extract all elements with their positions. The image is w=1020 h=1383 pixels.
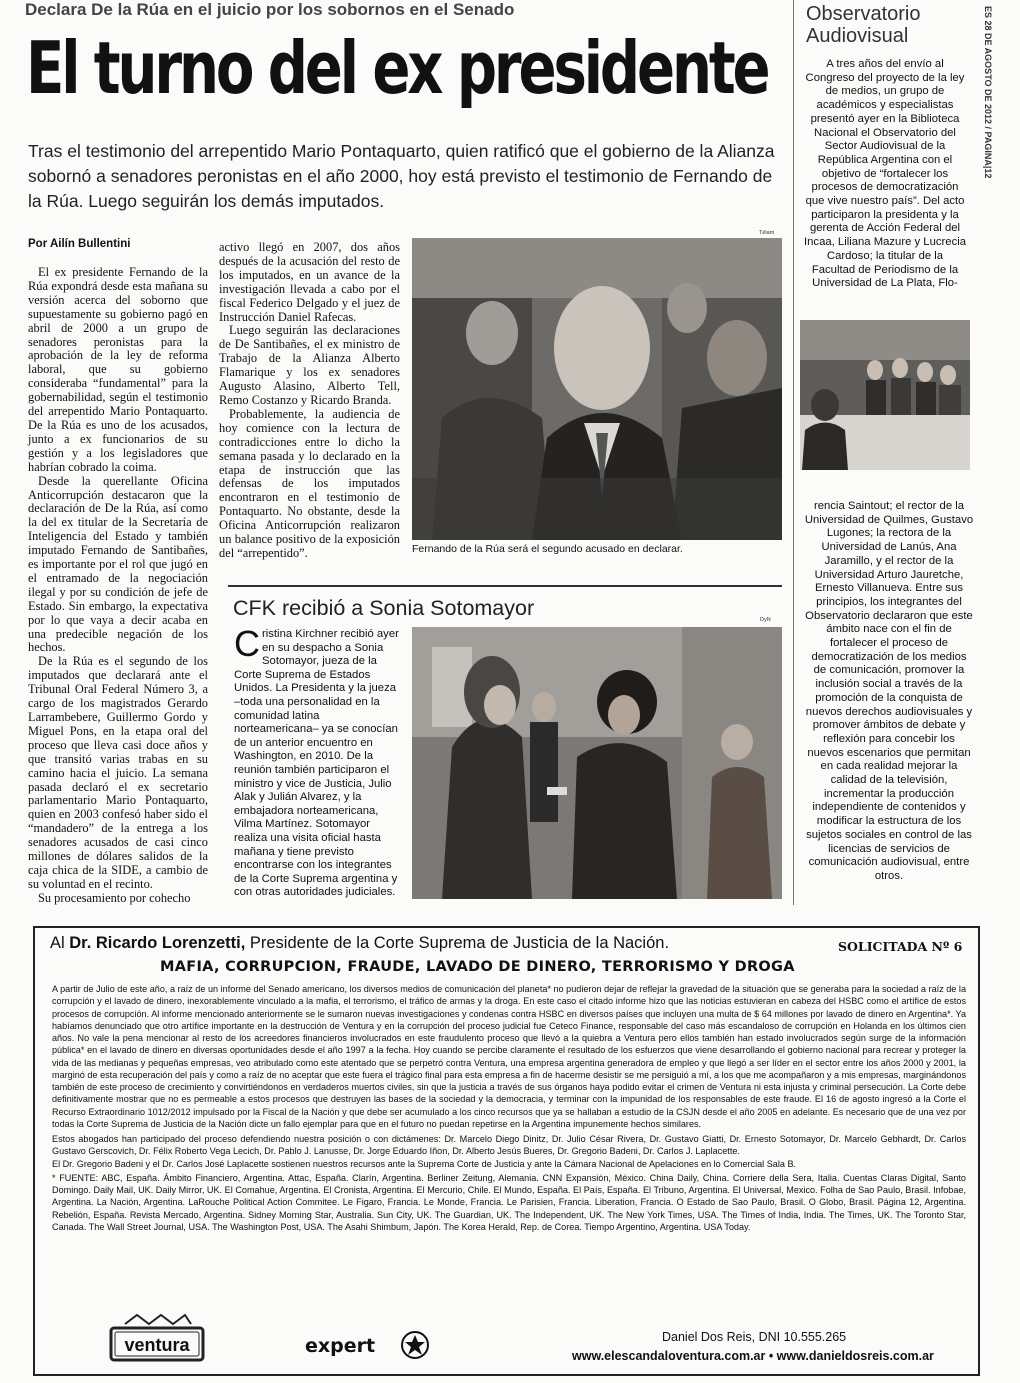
cfk-sotomayor-photo xyxy=(412,627,782,899)
ventura-logo-text: ventura xyxy=(124,1335,190,1355)
ad-heading-rest: Presidente de la Corte Suprema de Justicia de la Nación. xyxy=(245,934,670,952)
paragraph: Su procesamiento por cohecho xyxy=(38,890,191,905)
ad-heading xyxy=(50,934,669,953)
photo-credit: Télam xyxy=(759,230,775,236)
cfk-headline: CFK recibió a Sonia Sotomayor xyxy=(233,596,535,620)
ad-lawyers-2: El Dr. Gregorio Badeni y el Dr. Carlos José Laplacette sostienen nuestros recursos ante la Suprema Corte de Justicia y ante la Cámara Nacional de Apelaciones en lo Comercial Sala B. xyxy=(52,1158,797,1169)
ad-paragraph: A partir de Julio de este año, a raíz de un informe del Senado americano, los diversos medios de comunicación del planeta* no pudieron dejar de reflejar la gravedad de la situación que se generaba para la sociedad a raíz de la corrupción y el lavado de dinero, inexorablemente vinculado a la mafia, el terrorismo, el tráfico de armas y la droga. En este caso el citado informe hizo que las noticias estuvieran en cabeza del HSBC como el artífice de estos procesos de corrupción. Al informe mencionado anteriormente se le sumaron nuevas investigaciones y condenas contra HSBC en diversos países que incluyen una multa de $ 64 millones por lavado de dinero en Argentina*. Ya habíamos denunciado que otro artífice importante en la destrucción de Ventura y en la corrupción del proceso judicial fue Ceteco Finance, responsable del caso más escandaloso de corrupción en Holanda en los últimos cien años. No vale la pena mencionar al resto de los acreedores financieros involucrados en este fraudulento proceso que llevó a la quiebra a Ventura pero ellos también han estado involucrados según surge de la información pública* en el lavado de dinero en diversas oportunidades desde el año 1997 a la fecha. Hoy cuando se percibe claramente el resultado de los esfuerzos que viene desarrollando el gobierno nacional para recrear y proteger la vida de las medianas y pequeñas empresas, veo atribulado como este atentado que se perpetró contra Ventura, una empresa argentina generadora de empleo y que llegó a ser líder en el sector entre los años 2000 y 2001, la marginó de esta recuperación del país y como a raíz de no aceptar que este fuera el trágico final para esta empresa a fin de hacerme desistir se me persiguió a mí, a los que me acompañaron y a mis empresas, marginándonos también de este proceso de crecimiento y convirtiéndonos en verdaderos muertos civiles, sin que la justicia a través de sus órganos haya podido evitar el crimen de Ventura ni esta injusta y criminal persecución. La Corte debe definitivamente mostrar que no es permeable a estos procesos que destruyen las bases de la sociedad y la democracia, y terminar con la impunidad de los responsables de este fraude. El 16 de agosto ingresó a la Corte el Recurso Extraordinario 1012/2012 impulsado por la Fiscal de la Nación y que debe ser acumulado a los cinco recursos que ya se hallaban a estudio de la CSJN desde el año 2005 en adelante. Es necesario que de una vez por todas la Corte Suprema de Justicia de la Nación dicte un fallo ejemplar para que en el futuro no puedan repetirse en la Argentina impunemente hechos similares. xyxy=(52,984,966,1129)
cfk-text: ristina Kirchner recibió ayer en su despacho a Sonia Sotomayor, jueza de la Corte Suprema de Estados Unidos. La Presidenta y la jueza –toda una personalidad en la comunidad latina norteamericana– ya se conocían de un anterior encuentro en Washington, en 2010. De la reunión también participaron el ministro y vice de Justicia, Julio Alak y Julián Alvarez, y la embajadora norteamericana, Vilma Martínez. Sotomayor realiza una visita oficial hasta mañana y tiene previsto encontrarse con los integrantes de la Corte Suprema argentina y con otras autoridades judiciales. xyxy=(234,628,399,899)
ad-heading-name: Dr. Ricardo Lorenzetti, xyxy=(69,934,246,952)
page-folio: ES 28 DE AGOSTO DE 2012 / PAGINA|12 xyxy=(983,6,993,179)
paragraph: De la Rúa es el segundo de los imputados que declarará ante el Tribunal Oral Federal Número 3, a cargo de los magistrados Gerardo Larrambebere, Guillermo Gordo y Miguel Pons, en la etapa oral del proceso que lleva casi doce años y que transitó varias trabas en su camino hacia el juicio. La semana pasada declaró el ex secretario parlamentario Mario Pontaquarto, quien en 2003 confesó haber sido el “mandadero” de la entrega a los senadores acusados de casi cinco millones de dólares salidos de la caja chica de la SIDE, a cambio de su voluntad en el recinto. xyxy=(28,654,208,891)
ad-lawyers: Estos abogados han participado del proceso defendiendo nuestra posición o con dictámenes: Dr. Marcelo Diego Dinitz, Dr. Julio César Rivera, Dr. Gustavo Giatti, Dr. Ernesto Sotomayor, Dr. Marcelo Gebhardt, Dr. Carlos Gustavo Gerscovich, Dr. Félix Roberto Vega Lecich, Dr. Pablo J. Lanusse, Dr. Jorge Eduardo Iñon, Dr. Alberto Jesús Bueres, Dr. Gregorio Badeni, Dr. Carlos J. Laplacette. xyxy=(52,1134,966,1157)
kicker: Declara De la Rúa en el juicio por los sobornos en el Senado xyxy=(25,0,515,19)
article-column-2 xyxy=(219,241,400,561)
de-la-rua-photo xyxy=(412,238,782,540)
photo-credit: DyN xyxy=(760,617,771,623)
article-column-1 xyxy=(28,266,208,906)
ad-contact-urls: www.elescandaloventura.com.ar • www.danieldosreis.com.ar xyxy=(572,1349,934,1363)
observatorio-photo xyxy=(800,320,970,470)
sidebar-title: Observatorio Audiovisual xyxy=(806,3,921,47)
ad-sources: * FUENTE: ABC, España. Ámbito Financiero, Argentina. Attac, España. Clarín, Argentina. Berliner Zeitung, Alemania. CNN Expansión, México. China Daily, China. Corriere della Sera, Italia. Cuentas Claras Digital, Santo Domingo. Daily Mail, UK. Daily Mirror, UK. El Comahue, Argentina. El Cronista, Argentina. El Mercurio, Chile. El Mundo, España. El País, España. El Tribuno, Argentina. El Universal, Mexico. Folha de Sao Paulo, Brasil. Infobae, Argentina. La Nación, Argentina. LaRouche Political Action Commitee. Le Figaro, Francia. Le Monde, Francia. Le Parisien, Francia. Liberation, Francia. O Estado de Sao Paulo, Brasil. O Globo, Brasil. Página 12, Argentina. Rebelión, España. Revista Mercado, Argentina. Sidney Morning Star, Australia. Sun City, UK. The Guardian, UK. The Independent, UK. The New York Times, USA. The Times of India, India. The Times, UK. The Toronto Star, Canada. The Wall Street Journal, USA. The Washington Post, USA. The Asahi Shimbum, Japón. The Korea Herald, Rep. de Corea. Tiempo Argentino, Argentina. USA Today. xyxy=(52,1172,966,1232)
byline: Por Ailín Bullentini xyxy=(28,238,131,250)
photo-caption: Fernando de la Rúa será el segundo acusado en declarar. xyxy=(412,543,683,555)
paragraph: Probablemente, la audiencia de hoy comience con la lectura de contradicciones entre lo dicho la semana pasada y lo declarado en la etapa de instrucción que las defensas de los imputados encontraron en el testimonio de Pontaquarto. No obstante, desde la Oficina Anticorrupción realizaron un balance positivo de la exposición del “arrepentido”. xyxy=(219,406,400,560)
sidebar-text-1: A tres años del envío al Congreso del proyecto de la ley de medios, un grupo de académicos y especialistas presentó ayer en la Biblioteca Nacional el Observatorio del Sector Audiovisual de la República Argentina con el objetivo de “fortalecer los procesos de democratización que vive nuestro país”. Del acto participaron la presidenta y la gerenta de Acción Federal del Incaa, Liliana Mazure y Lucrecia Cardoso; la titular de la Facultad de Periodismo de la Universidad de La Plata, Flo- xyxy=(804,58,967,290)
expert-logo-text: expert xyxy=(305,1335,376,1357)
headline: El turno del ex presidente xyxy=(26,26,768,110)
column-rule xyxy=(793,0,794,905)
paragraph: Luego seguirán las declaraciones de De Santibañes, el ex ministro de Trabajo de la Alianza Alberto Flamarique y los ex senadores Augusto Alasino, Alberto Tell, Remo Costanzo y Ricardo Branda. xyxy=(219,323,400,407)
ad-contact-name: Daniel Dos Reis, DNI 10.555.265 xyxy=(662,1330,847,1344)
deck: Tras el testimonio del arrepentido Mario Pontaquarto, quien ratificó que el gobierno de la Alianza sobornó a senadores peronistas en el año 2000, hoy está previsto el testimonio de Fernando de la Rúa. Luego seguirán los demás imputados. xyxy=(28,141,775,211)
paragraph: Desde la querellante Oficina Anticorrupción destacaron que la declaración de De la Rúa, así como la del ex titular de la Secretaría de Inteligencia del Estado y también imputado Fernando de Santibañes, es importante por el rol que jugó en el entramado de la negociación ilegal y por su condición de jefe de Estado. Sin embargo, la expectativa por lo que vaya a decir acaba en una predecible negación de los hechos. xyxy=(28,473,208,655)
ad-body xyxy=(52,983,966,1233)
box-rule xyxy=(228,585,782,587)
paragraph: El ex presidente Fernando de la Rúa expondrá desde esta mañana su versión acerca del soborno que supuestamente su gobierno pagó en abril de 2000 a un grupo de senadores peronistas para la aprobación de la ley de reforma laboral, que su gobierno consideraba “fundamental” para la gobernabilidad, según el testimonio del arrepentido Mario Pontaquarto. De la Rúa es uno de los acusados, junto a ex funcionarios de su gestión y a los legisladores que habrían cobrado la coima. xyxy=(28,265,208,474)
expert-logo xyxy=(305,1329,435,1361)
sidebar-text-2: rencia Saintout; el rector de la Universidad de Quilmes, Gustavo Lugones; la rectora de la Universidad de Lanús, Ana Jaramillo, y el rector de la Universidad Arturo Jauretche, Ernesto Villanueva. Entre sus principios, los integrantes del Observatorio declararon que este ámbito nace con el fin de fortalecer el proceso de democratización de los medios de comunicación, promover la inclusión social a través de la promoción de la conquista de nuevos derechos audiovisuales y promover ámbitos de debate y reflexión para concebir los nuevos escenarios que permitan en cada realidad mejorar la calidad de la televisión, incrementar la producción independiente de contenidos y modificar la estructura de los sujetos sociales en control de las licencias de servicios de comunicación audiovisual, entre otros. xyxy=(804,500,974,882)
ad-heading-prefix: Al xyxy=(50,934,70,952)
ad-tag: SOLICITADA Nº 6 xyxy=(838,939,963,954)
ventura-logo xyxy=(107,1312,207,1364)
cfk-body xyxy=(234,623,404,900)
ad-subheading: MAFIA, CORRUPCION, FRAUDE, LAVADO DE DINERO, TERRORISMO Y DROGA xyxy=(160,959,795,975)
drop-cap: C xyxy=(234,623,260,664)
paragraph: activo llegó en 2007, dos años después de la acusación del resto de los imputados, en un avance de la investigación llevada a cabo por el fiscal Federico Delgado y el juez de Instrucción Daniel Rafecas. xyxy=(219,240,400,324)
